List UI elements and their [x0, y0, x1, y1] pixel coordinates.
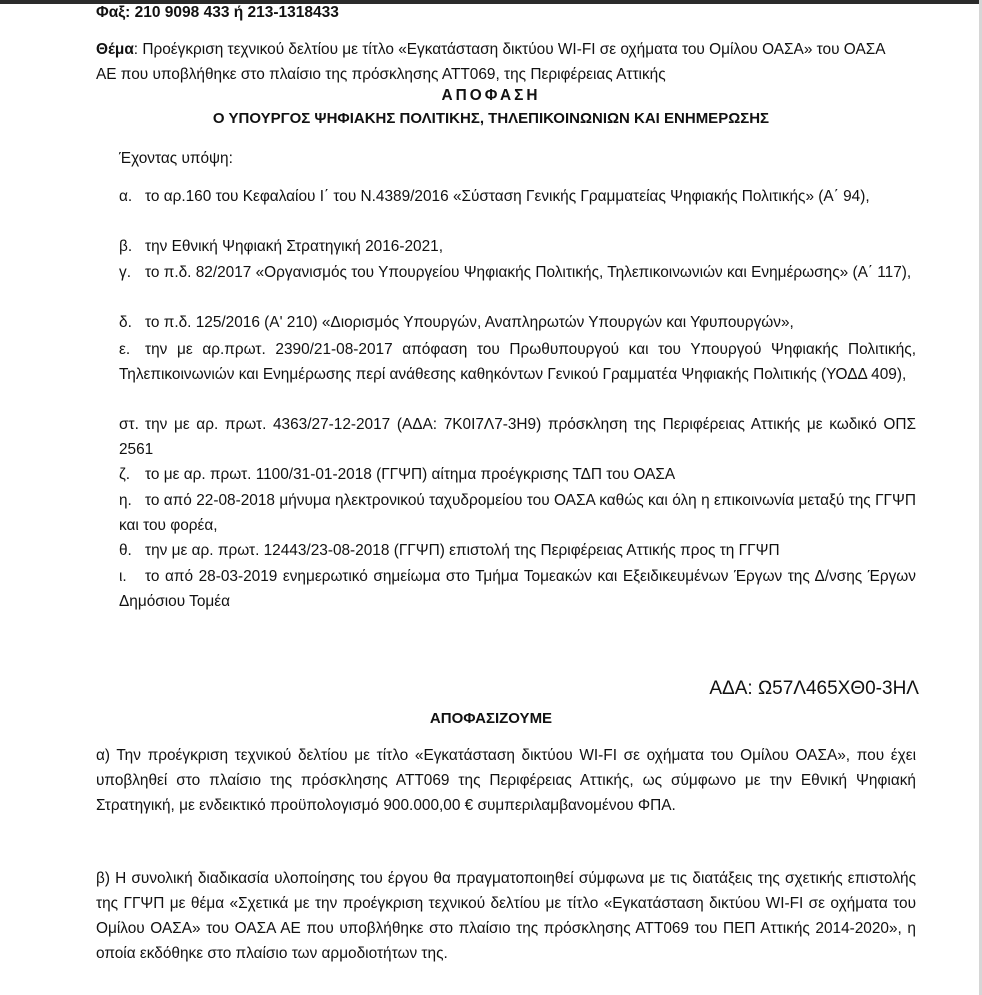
item-marker: β.: [119, 238, 133, 255]
minister-title: Ο ΥΠΟΥΡΓΟΣ ΨΗΦΙΑΚΗΣ ΠΟΛΙΤΙΚΗΣ, ΤΗΛΕΠΙΚΟΙΝΩΝΙΩΝ ΚΑΙ ΕΝΗΜΕΡΩΣΗΣ: [212, 110, 770, 127]
list-item: [119, 488, 916, 538]
item-text: το π.δ. 125/2016 (Α' 210) «Διορισμός Υπουργών, Αναπληρωτών Υπουργών και Υφυπουργών»,: [145, 314, 794, 331]
item-text: το από 22-08-2018 μήνυμα ηλεκτρονικού ταχυδρομείου του ΟΑΣΑ καθώς και όλη η επικοινωνία μεταξύ της ΓΓΨΠ και του φορέα,: [119, 492, 916, 534]
decision-paragraph-b: β) Η συνολική διαδικασία υλοποίησης του έργου θα πραγματοποιηθεί σύμφωνα με τις διατάξεις της σχετικής επιστολής της ΓΓΨΠ με θέμα «Σχετικά με την προέγκριση τεχνικού δελτίου με τίτλο «Εγκατάσταση δικτύου WI-FI σε οχήματα του Ομίλου ΟΑΣΑ» του ΟΑΣΑ ΑΕ που υποβλήθηκε στο πλαίσιο της πρόσκλησης ΑΤΤ069 του ΠΕΠ Αττικής 2014-2020», η οποία εκδόθηκε στο πλαίσιο των αρμοδιοτήτων της.: [96, 870, 916, 962]
having-regard-heading: Έχοντας υπόψη:: [119, 150, 233, 167]
subject-paragraph: [96, 37, 896, 87]
item-text: το αρ.160 του Κεφαλαίου Ι΄ του Ν.4389/2016 «Σύσταση Γενικής Γραμματείας Ψηφιακής Πολιτικής» (Α΄ 94),: [145, 188, 870, 205]
item-marker: ζ.: [119, 466, 131, 483]
item-text: το π.δ. 82/2017 «Οργανισμός του Υπουργείου Ψηφιακής Πολιτικής, Τηλεπικοινωνιών και Ενημέρωσης» (Α΄ 117),: [145, 264, 912, 281]
list-item: [119, 538, 916, 563]
subject-label: Θέμα: [96, 41, 134, 58]
decision-title: ΑΠΟΦΑΣΗ: [441, 87, 541, 104]
item-text: την με αρ. πρωτ. 12443/23-08-2018 (ΓΓΨΠ) επιστολή της Περιφέρειας Αττικής προς τη ΓΓΨΠ: [145, 542, 780, 559]
item-marker: γ.: [119, 264, 131, 281]
decision-paragraph-a: α) Την προέγκριση τεχνικού δελτίου με τίτλο «Εγκατάσταση δικτύου WI-FI σε οχήματα του Ομίλου ΟΑΣΑ», που έχει υποβληθεί στο πλαίσιο της πρόσκλησης ΑΤΤ069 της Περιφέρειας Αττικής, ως σύμφωνο με την Εθνική Ψηφιακή Στρατηγική, με ενδεικτικό προϋπολογισμό 900.000,00 € συμπεριλαμβανομένου ΦΠΑ.: [96, 747, 916, 814]
list-item: [119, 564, 916, 614]
fax-line: Φαξ: 210 9098 433 ή 213-1318433: [96, 4, 339, 21]
list-item: [119, 234, 916, 259]
item-marker: θ.: [119, 542, 132, 559]
item-marker: ι.: [119, 568, 127, 585]
item-marker: στ.: [119, 416, 139, 433]
item-marker: η.: [119, 492, 132, 509]
item-text: το με αρ. πρωτ. 1100/31-01-2018 (ΓΓΨΠ) αίτημα προέγκρισης ΤΔΠ του ΟΑΣΑ: [145, 466, 676, 483]
item-marker: ε.: [119, 341, 131, 358]
we-decide-heading: ΑΠΟΦΑΣΙΖΟΥΜΕ: [429, 710, 553, 727]
item-text: το από 28-03-2019 ενημερωτικό σημείωμα στο Τμήμα Τομεακών και Εξειδικευμένων Έργων της Δ/νσης Έργων Δημόσιου Τομέα: [119, 568, 916, 610]
list-item: [119, 462, 916, 487]
item-text: την Εθνική Ψηφιακή Στρατηγική 2016-2021,: [145, 238, 443, 255]
item-marker: α.: [119, 188, 133, 205]
list-item: [119, 310, 916, 335]
item-text: την με αρ.πρωτ. 2390/21-08-2017 απόφαση του Πρωθυπουργού και του Υπουργού Ψηφιακής Πολιτικής, Τηλεπικοινωνιών και Ενημέρωσης περί ανάθεσης καθηκόντων Γενικού Γραμματέα Ψηφιακής Πολιτικής (ΥΟΔΔ 409),: [119, 341, 916, 383]
list-item: [119, 260, 916, 285]
item-text: την με αρ. πρωτ. 4363/27-12-2017 (ΑΔΑ: 7Κ0Ι7Λ7-3Η9) πρόσκληση της Περιφέρειας Αττικής με κωδικό ΟΠΣ 2561: [119, 416, 916, 458]
subject-text: : Προέγκριση τεχνικού δελτίου με τίτλο «Εγκατάσταση δικτύου WI-FI σε οχήματα του Ομίλου ΟΑΣΑ» του ΟΑΣΑ ΑΕ που υποβλήθηκε στο πλαίσιο της πρόσκλησης ΑΤΤ069, της Περιφέρειας Αττικής: [96, 41, 885, 83]
item-marker: δ.: [119, 314, 132, 331]
list-item: [119, 412, 916, 462]
list-item: [119, 184, 916, 209]
list-item: [119, 337, 916, 387]
ada-code: ΑΔΑ: Ω57Λ465ΧΘ0-3ΗΛ: [709, 678, 919, 699]
